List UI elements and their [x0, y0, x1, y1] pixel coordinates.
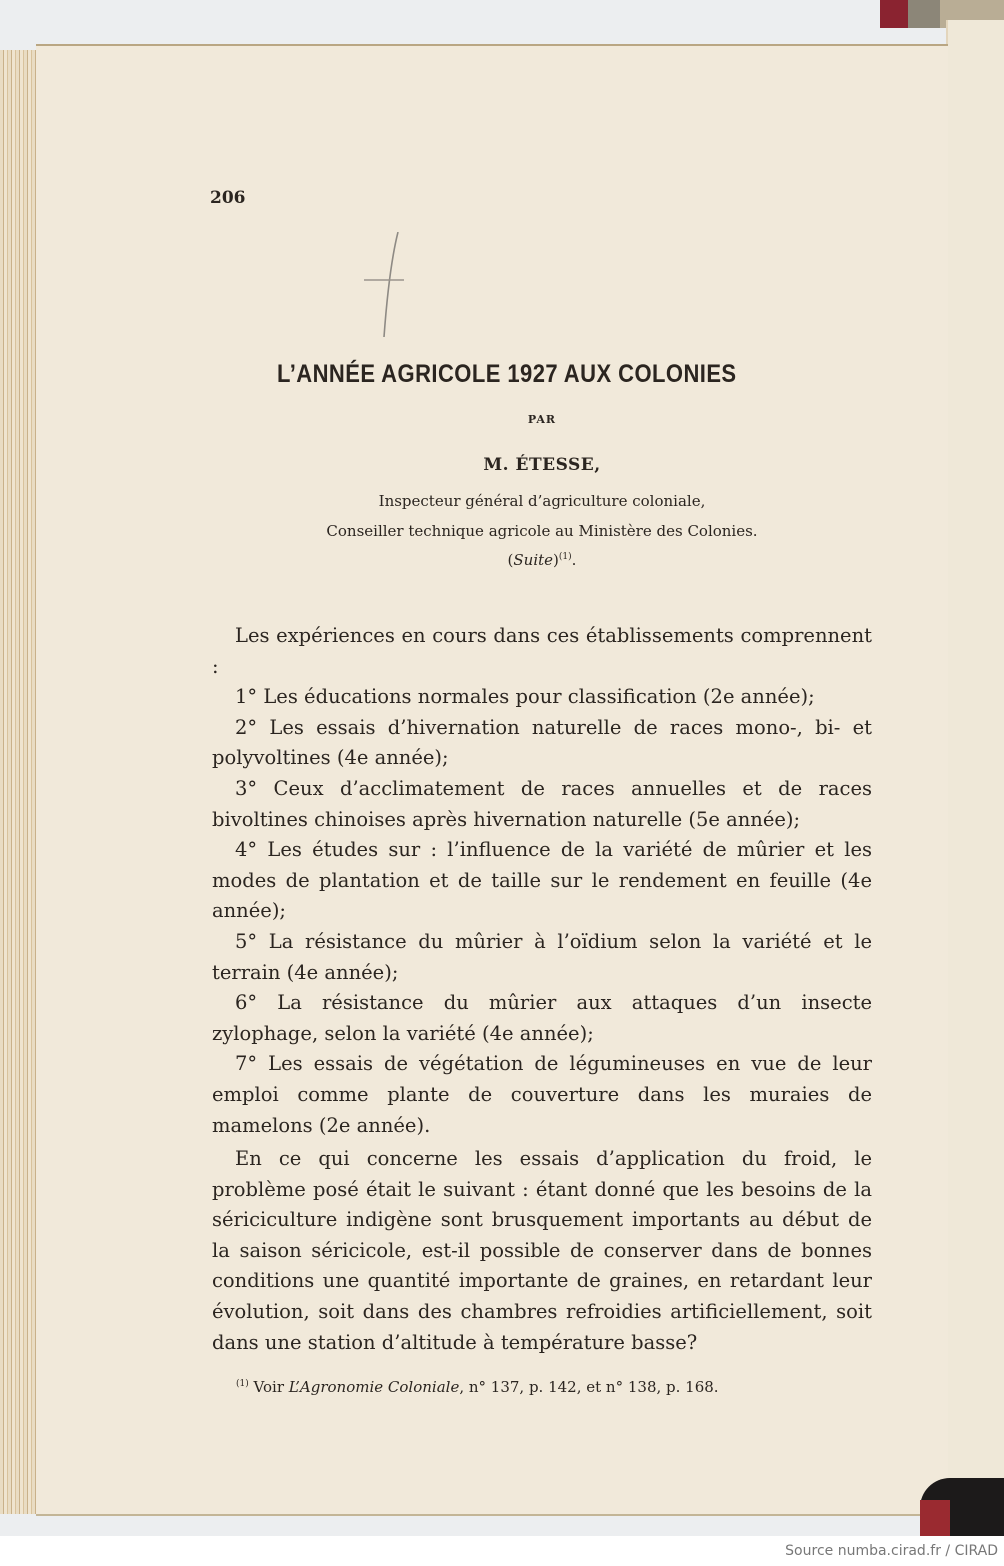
suite-footnote-marker: (1): [558, 552, 572, 562]
experiment-item-3: 3° Ceux d’acclimatement de races annuelles et de races bivoltines chinoises après hivernation naturelle (5e année);: [212, 776, 872, 831]
source-caption: Source numba.cirad.fr / CIRAD: [785, 1543, 998, 1559]
experiments-intro: Les expériences en cours dans ces établissements comprennent :: [212, 624, 872, 678]
facing-page-edge: [946, 20, 1004, 1510]
footnote-lead: Voir: [253, 1378, 284, 1396]
cold-application-paragraph-block: [212, 1144, 872, 1358]
byline-par: PAR: [527, 413, 557, 426]
author-name: M. ÉTESSE,: [483, 455, 601, 475]
article-title: L’ANNÉE AGRICOLE 1927 AUX COLONIES: [277, 360, 737, 388]
experiment-item-1: 1° Les éducations normales pour classification (2e année);: [235, 685, 815, 709]
suite-tail: .: [571, 551, 577, 569]
footnote-journal: L’Agronomie Coloniale: [288, 1378, 460, 1396]
experiment-item-7: 7° Les essais de végétation de légumineuses en vue de leur emploi comme plante de couverture dans les muraies de mamelons (2e année).: [212, 1052, 872, 1137]
page-stack-edge: [0, 50, 38, 1514]
footnote-reference: , n° 137, p. 142, et n° 138, p. 168.: [459, 1378, 719, 1396]
experiment-item-2: 2° Les essais d’hivernation naturelle de races mono-, bi- et polyvoltines (4e année);: [212, 715, 872, 770]
author-affiliation-1: Inspecteur général d’agriculture coloniale,: [378, 492, 706, 510]
experiments-list: [212, 621, 872, 1141]
pencil-mark-icon: [360, 232, 430, 337]
experiment-item-6: 6° La résistance du mûrier aux attaques d’un insecte zylophage, selon la variété (4e année);: [212, 991, 872, 1045]
footnote-marker: (1): [236, 1379, 249, 1389]
experiment-item-5: 5° La résistance du mûrier à l’oïdium selon la variété et le terrain (4e année);: [212, 929, 872, 984]
author-affiliation-2: Conseiller technique agricole au Ministère des Colonies.: [326, 522, 758, 540]
footnote: [236, 1378, 719, 1396]
cold-application-paragraph: En ce qui concerne les essais d’application du froid, le problème posé était le suivant : étant donné que les besoins de la sériciculture indigène sont brusquement importants au début de la saison séricicole, est-il possible de conserver dans de bonnes conditions une quantité importante de graines, en retardant leur évolution, soit dans des chambres refroidies artificiellement, soit dans une station d’altitude à température basse?: [212, 1147, 872, 1354]
suite-label: (Suite)$^{(1)}$.: [507, 551, 577, 569]
experiment-item-4: 4° Les études sur : l’influence de la variété de mûrier et les modes de plantation et de taille sur le rendement en feuille (4e année);: [212, 838, 872, 923]
page-number: 206: [210, 188, 246, 208]
book-binding-bottom: [920, 1478, 1004, 1536]
suite-word: Suite: [513, 551, 554, 569]
